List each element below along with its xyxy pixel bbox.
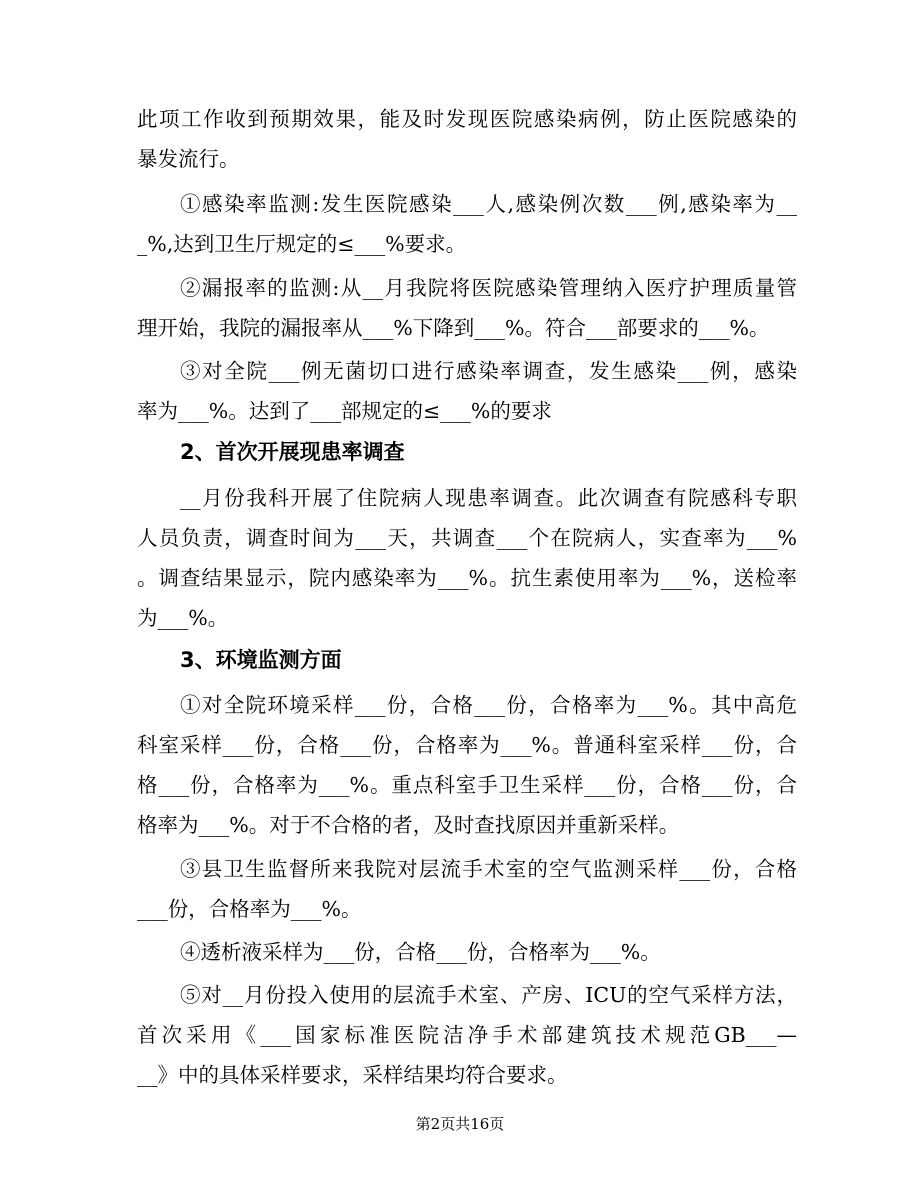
paragraph-infection-rate-line-2: _%,达到卫生厅规定的≤___%要求。 — [137, 232, 467, 256]
paragraph-intro-line-2: 暴发流行。 — [137, 147, 240, 171]
paragraph-underreport-line-1: ②漏报率的监测:从__月我院将医院感染管理纳入医疗护理质量管 — [180, 276, 797, 300]
paragraph-env-sampling-line-1: ①对全院环境采样___份，合格___份，合格率为___%。其中高危 — [180, 693, 797, 717]
paragraph-env-sampling-line-3: 格___份，合格率为___%。重点科室手卫生采样___份，合格___份，合 — [137, 773, 797, 797]
paragraph-dialysate-line-1: ④透析液采样为___份，合格___份，合格率为___%。 — [180, 940, 661, 964]
paragraph-survey-line-2: 人员负责，调查时间为___天，共调查___个在院病人，实查率为___% — [137, 526, 797, 550]
paragraph-intro-line-1: 此项工作收到预期效果，能及时发现医院感染病例，防止医院感染的 — [137, 107, 797, 131]
paragraph-incision-line-2: 率为___%。达到了___部规定的≤___%的要求 — [137, 399, 552, 423]
paragraph-laminar-air-line-1: ③县卫生监督所来我院对层流手术室的空气监测采样___份，合格 — [180, 857, 797, 881]
heading-prevalence-survey: 2、首次开展现患率调查 — [180, 440, 405, 464]
page-number-footer: 第2页共16页 — [415, 1115, 505, 1133]
paragraph-survey-line-1: __月份我科开展了住院病人现患率调查。此次调查有院感科专职 — [180, 486, 797, 510]
paragraph-survey-line-3: 。调查结果显示，院内感染率为___%。抗生素使用率为___%，送检率 — [137, 566, 797, 590]
heading-environment-monitoring: 3、环境监测方面 — [180, 648, 342, 672]
paragraph-air-method-line-1: ⑤对__月份投入使用的层流手术室、产房、ICU的空气采样方法， — [180, 983, 797, 1007]
paragraph-infection-rate-line-1: ①感染率监测:发生医院感染___人,感染例次数___例,感染率为__ — [180, 192, 797, 216]
paragraph-incision-line-1: ③对全院___例无菌切口进行感染率调查，发生感染___例，感染 — [180, 359, 797, 383]
paragraph-env-sampling-line-2: 科室采样___份，合格___份，合格率为___%。普通科室采样___份，合 — [137, 733, 797, 757]
paragraph-underreport-line-2: 理开始，我院的漏报率从___%下降到___%。符合___部要求的___%。 — [137, 316, 770, 340]
paragraph-env-sampling-line-4: 格率为___%。对于不合格的者，及时查找原因并重新采样。 — [137, 813, 680, 837]
paragraph-air-method-line-3: __》中的具体采样要求，采样结果均符合要求。 — [137, 1063, 568, 1087]
paragraph-laminar-air-line-2: ___份，合格率为___%。 — [137, 897, 362, 921]
paragraph-survey-line-4: 为___%。 — [137, 606, 229, 630]
paragraph-air-method-line-2: 首次采用《___国家标准医院洁净手术部建筑技术规范GB___— — [137, 1023, 797, 1047]
